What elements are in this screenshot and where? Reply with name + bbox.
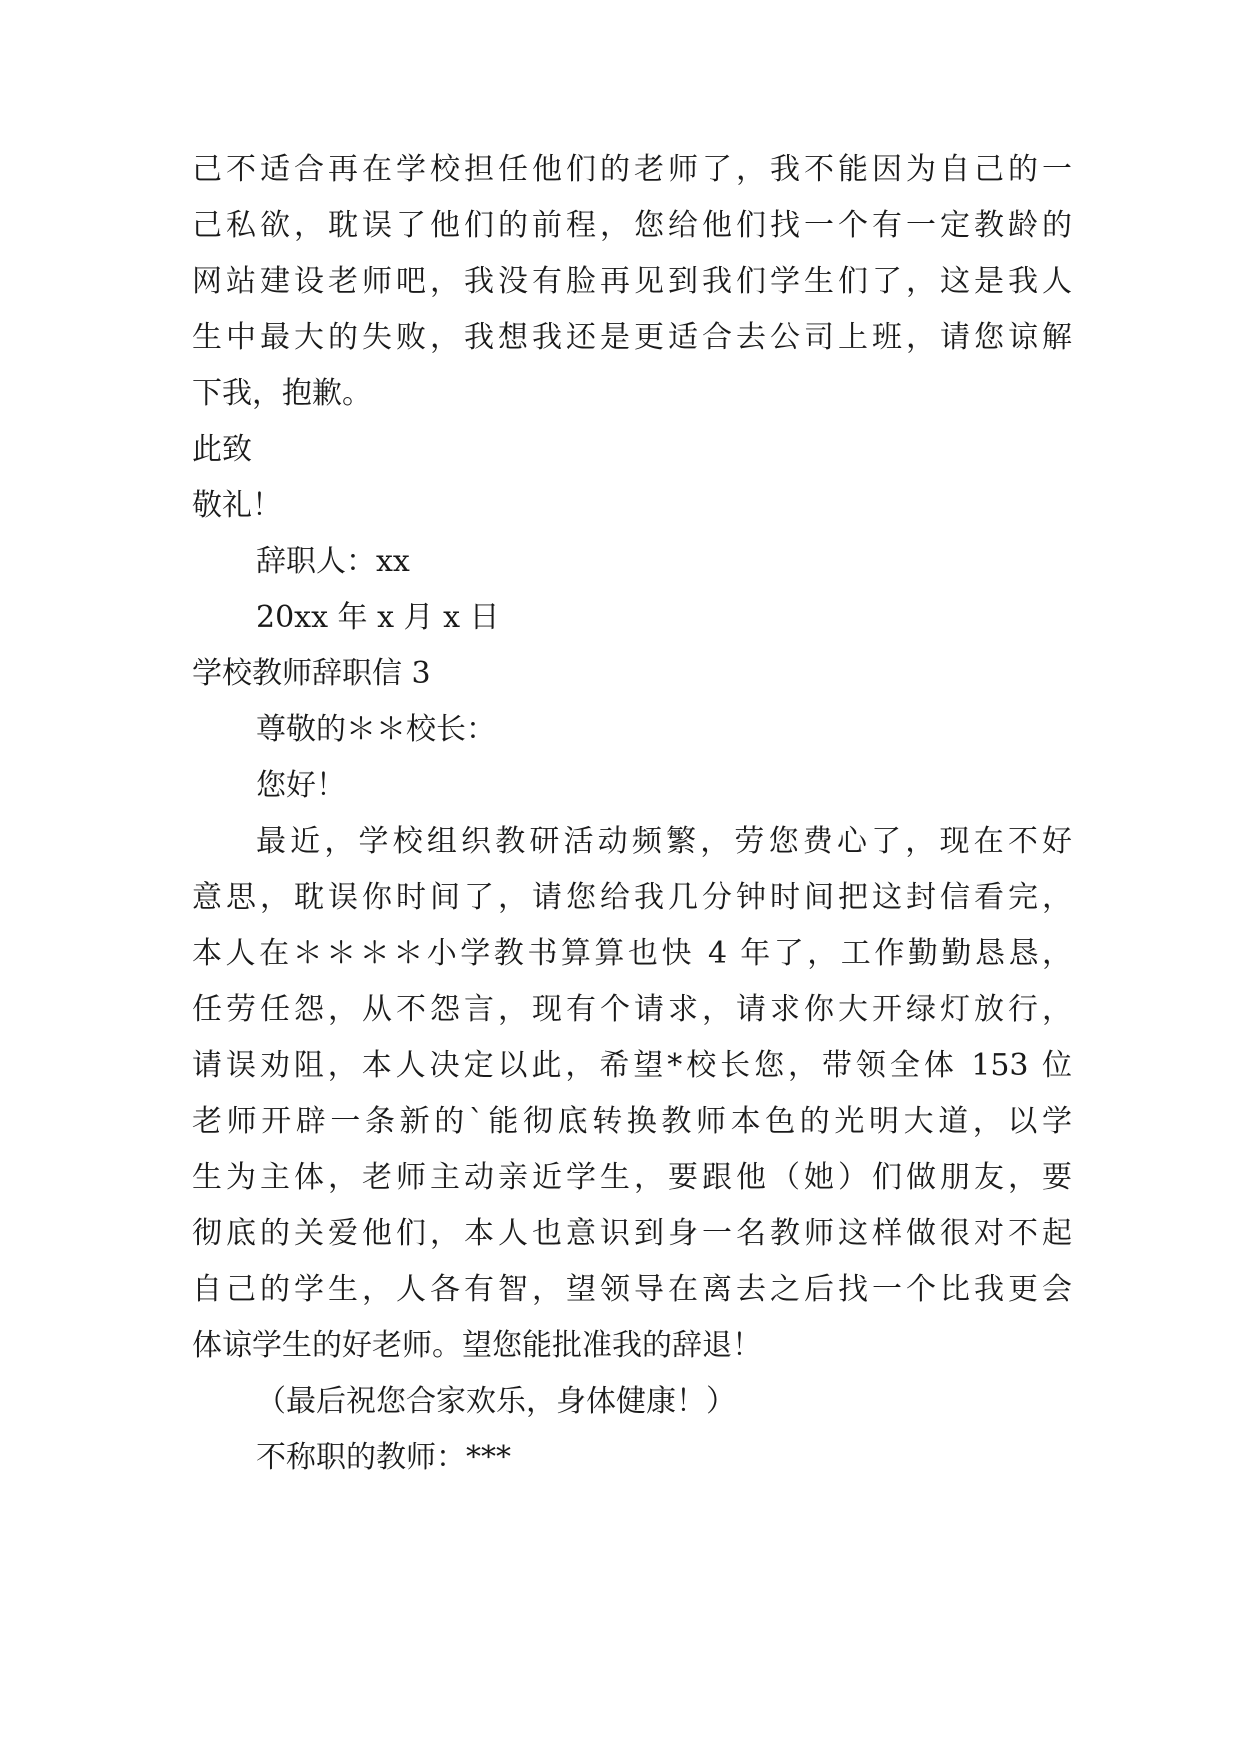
paragraph-line: 网站建设老师吧，我没有脸再见到我们学生们了，这是我人 <box>192 264 1072 299</box>
paragraph-line: 意思，耽误你时间了，请您给我几分钟时间把这封信看完， <box>192 880 1072 915</box>
paragraph-line: 下我，抱歉。 <box>192 376 372 411</box>
paragraph-line: 己不适合再在学校担任他们的老师了，我不能因为自己的一 <box>192 152 1072 187</box>
paragraph-line: 自己的学生，人各有智，望领导在离去之后找一个比我更会 <box>192 1272 1072 1307</box>
paragraph-line: 彻底的关爱他们，本人也意识到身一名教师这样做很对不起 <box>192 1216 1072 1251</box>
paragraph-line: 最近，学校组织教研活动频繁，劳您费心了，现在不好 <box>256 824 1072 859</box>
paragraph-line: 本人在＊＊＊＊小学教书算算也快 4 年了，工作勤勤恳恳， <box>192 936 1072 971</box>
paragraph-line: 体谅学生的好老师。望您能批准我的辞退！ <box>192 1328 762 1363</box>
paragraph-line: 老师开辟一条新的`能彻底转换教师本色的光明大道，以学 <box>192 1104 1072 1139</box>
paragraph-line: 任劳任怨，从不怨言，现有个请求，请求你大开绿灯放行， <box>192 992 1072 1027</box>
signature-line: 不称职的教师：*** <box>256 1440 511 1475</box>
closing-wishes: （最后祝您合家欢乐，身体健康！） <box>256 1384 736 1419</box>
signature-date: 20xx 年 x 月 x 日 <box>256 600 500 635</box>
greeting: 您好！ <box>256 768 346 803</box>
paragraph-line: 己私欲，耽误了他们的前程，您给他们找一个有一定教龄的 <box>192 208 1072 243</box>
paragraph-line: 生为主体，老师主动亲近学生，要跟他（她）们做朋友，要 <box>192 1160 1072 1195</box>
signature-name: 辞职人：xx <box>256 544 410 579</box>
closing-phrase: 此致 <box>192 432 252 467</box>
paragraph-line: 生中最大的失败，我想我还是更适合去公司上班，请您谅解 <box>192 320 1072 355</box>
section-heading: 学校教师辞职信 3 <box>192 656 431 691</box>
salutation-closing: 敬礼！ <box>192 488 282 523</box>
letter-salutation: 尊敬的＊＊校长： <box>256 712 496 747</box>
paragraph-line: 请误劝阻，本人决定以此，希望*校长您，带领全体 153 位 <box>192 1048 1072 1083</box>
